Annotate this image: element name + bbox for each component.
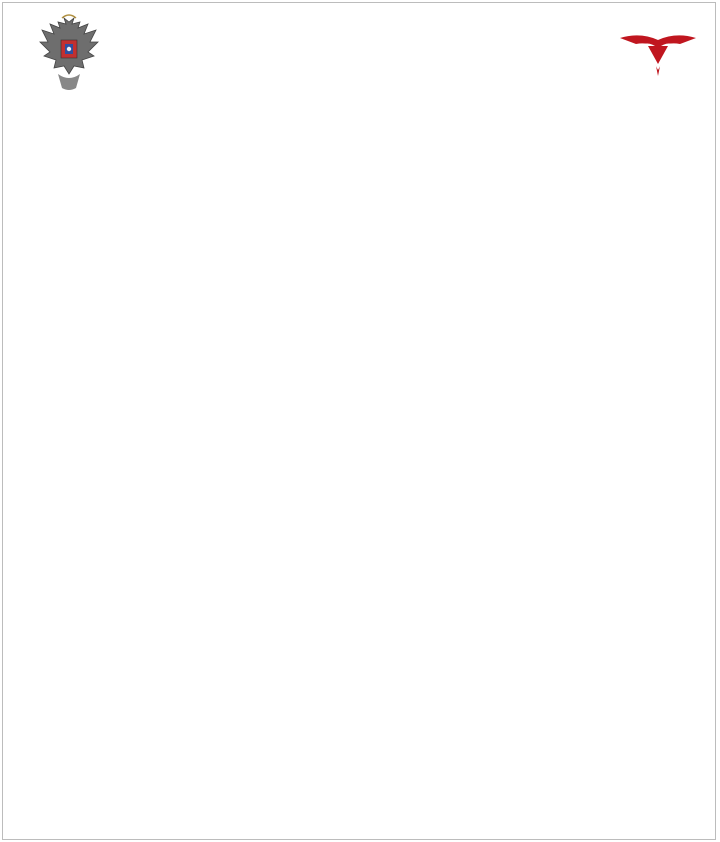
page-frame bbox=[2, 2, 716, 840]
double-headed-eagle-emblem-icon bbox=[36, 14, 102, 96]
sport-school-logo bbox=[610, 12, 706, 92]
v-logo-icon bbox=[620, 30, 696, 80]
